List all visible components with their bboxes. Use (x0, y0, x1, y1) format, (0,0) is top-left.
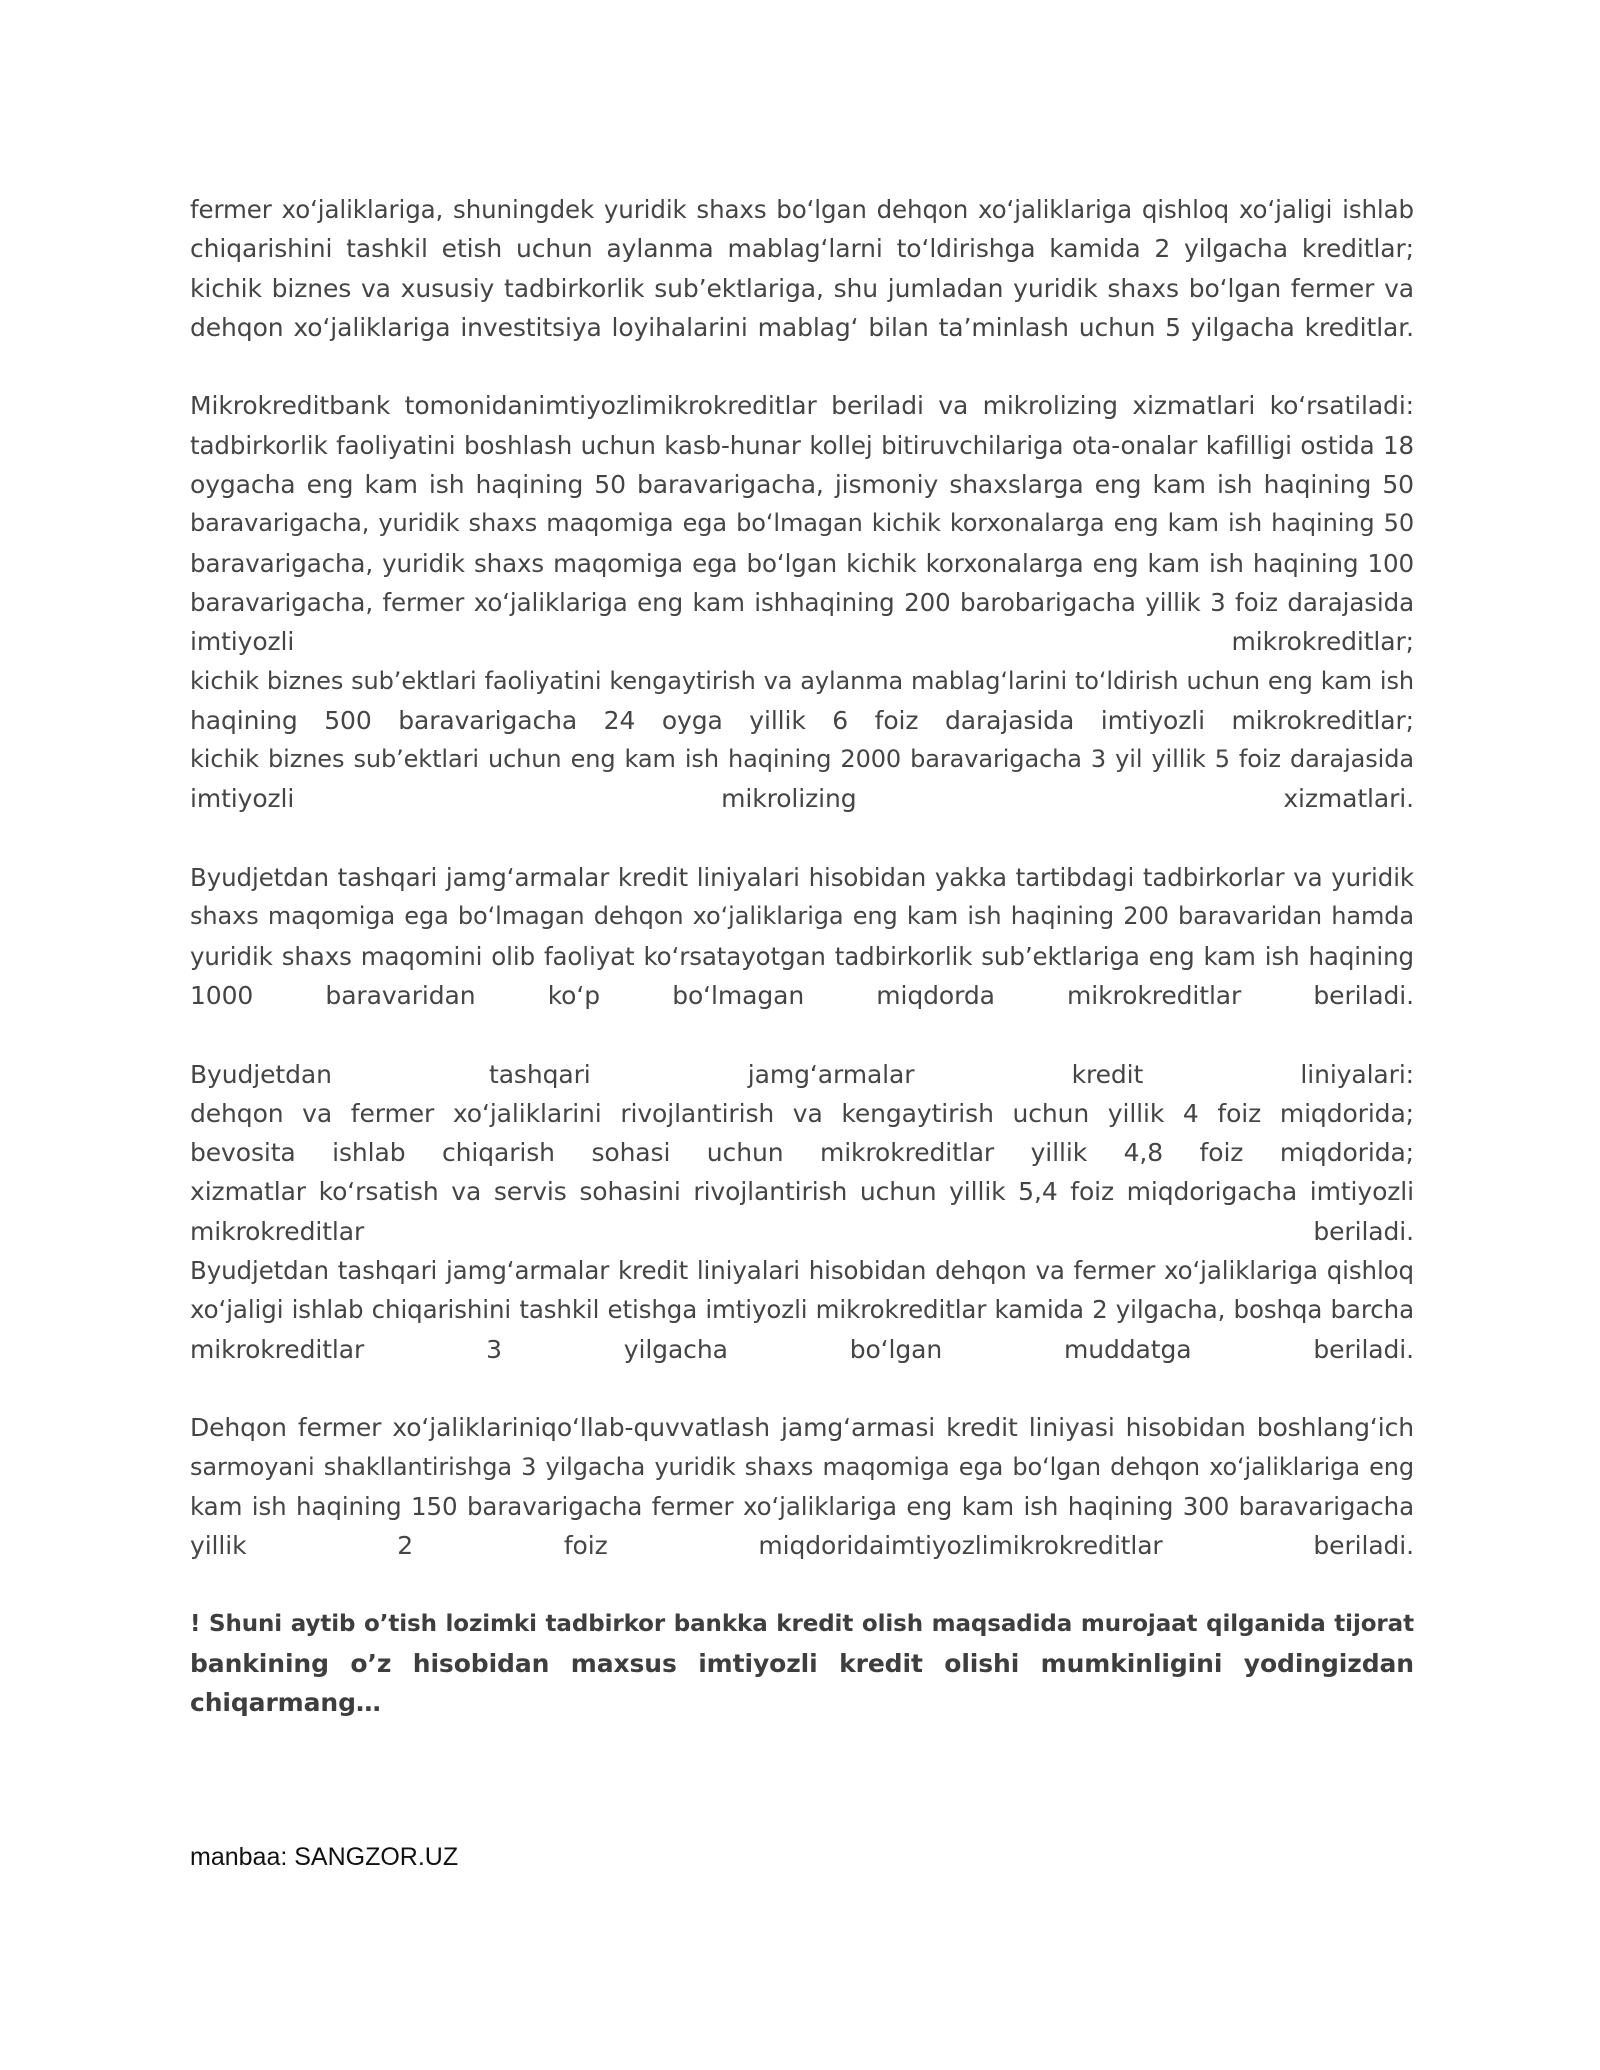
text-line: mikrokreditlar 3 yilgacha bo‘lgan muddatga beriladi. (190, 1334, 1414, 1364)
text-line: kichik biznes sub’ektlari uchun eng kam ish haqining 2000 baravarigacha 3 yil yillik 5 foiz darajasida (190, 745, 1414, 774)
text-line: Mikrokreditbank tomonidanimtiyozlimikrokreditlar beriladi va mikrolizing xizmatlari ko‘rsatiladi: (190, 391, 1414, 421)
text-line: xo‘jaligi ishlab chiqarishini tashkil etishga imtiyozli mikrokreditlar kamida 2 yilgacha, boshqa barcha (190, 1295, 1414, 1325)
text-line: kichik biznes va xususiy tadbirkorlik sub’ektlariga, shu jumladan yuridik shaxs bo‘lgan fermer va (190, 273, 1414, 303)
paragraph (190, 1055, 1414, 1369)
text-line: Byudjetdan tashqari jamg‘armalar kredit liniyalari: (190, 1059, 1414, 1089)
bold-note (190, 1605, 1414, 1723)
text-line: mikrokreditlar beriladi. (190, 1216, 1414, 1246)
text-line: kam ish haqining 150 baravarigacha fermer xo‘jaliklariga eng kam ish haqining 300 baravarigacha (190, 1491, 1414, 1521)
text-line: chiqarmang… (190, 1688, 381, 1718)
text-line: dehqon xo‘jaliklariga investitsiya loyihalarini mablag‘ bilan ta’minlash uchun 5 yilgacha kreditlar. (190, 312, 1414, 342)
text-line: baravarigacha, yuridik shaxs maqomiga ega bo‘lgan kichik korxonalarga eng kam ish haqining 100 (190, 548, 1414, 578)
text-line: baravarigacha, fermer xo‘jaliklariga eng kam ishhaqining 200 barobarigacha yillik 3 foiz darajasida (190, 587, 1414, 617)
paragraph (190, 190, 1414, 347)
text-line: sarmoyani shakllantirishga 3 yilgacha yuridik shaxs maqomiga ega bo‘lgan dehqon xo‘jaliklariga eng (190, 1452, 1414, 1481)
paragraph-gap (190, 1369, 1414, 1408)
text-line: dehqon va fermer xo‘jaliklarini rivojlantirish va kengaytirish uchun yillik 4 foiz miqdorida; (190, 1098, 1414, 1128)
text-line: baravarigacha, yuridik shaxs maqomiga ega bo‘lmagan kichik korxonalarga eng kam ish haqining 50 (190, 509, 1414, 538)
paragraph-gap (190, 1015, 1414, 1054)
text-line: fermer xo‘jaliklariga, shuningdek yuridik shaxs bo‘lgan dehqon xo‘jaliklariga qishloq xo‘jaligi ishlab (190, 195, 1414, 224)
paragraph (190, 386, 1414, 818)
paragraph-gap (190, 1565, 1414, 1604)
text-line: imtiyozli mikrokreditlar; (190, 627, 1414, 657)
text-line: yuridik shaxs maqomini olib faoliyat ko‘rsatayotgan tadbirkorlik sub’ektlariga eng kam ish haqining (190, 941, 1414, 971)
text-line: xizmatlar ko‘rsatish va servis sohasini rivojlantirish uchun yillik 5,4 foiz miqdorigacha imtiyozli (190, 1177, 1414, 1207)
text-line: kichik biznes sub’ektlari faoliyatini kengaytirish va aylanma mablag‘larini to‘ldirish uchun eng kam ish (190, 666, 1414, 695)
text-line: tadbirkorlik faoliyatini boshlash uchun kasb-hunar kollej bitiruvchilariga ota-onalar kafilligi ostida 18 (190, 430, 1414, 460)
text-line: haqining 500 baravarigacha 24 oyga yillik 6 foiz darajasida imtiyozli mikrokreditlar; (190, 705, 1414, 735)
text-line: shaxs maqomiga ega bo‘lmagan dehqon xo‘jaliklariga eng kam ish haqining 200 baravaridan hamda (190, 902, 1414, 931)
source-credit: manbaa: SANGZOR.UZ (190, 1843, 459, 1871)
document-body (190, 190, 1414, 1723)
text-line: bankining o’z hisobidan maxsus imtiyozli kredit olishi mumkinligini yodingizdan (190, 1648, 1414, 1678)
text-line: oygacha eng kam ish haqining 50 baravarigacha, jismoniy shaxslarga eng kam ish haqining 50 (190, 470, 1414, 500)
text-line: bevosita ishlab chiqarish sohasi uchun mikrokreditlar yillik 4,8 foiz miqdorida; (190, 1138, 1414, 1168)
text-line: Dehqon fermer xo‘jaliklariniqo‘llab-quvvatlash jamg‘armasi kredit liniyasi hisobidan boshlang‘ich (190, 1413, 1414, 1443)
paragraph (190, 858, 1414, 1015)
text-line: Byudjetdan tashqari jamg‘armalar kredit liniyalari hisobidan dehqon va fermer xo‘jaliklariga qishloq (190, 1256, 1414, 1286)
paragraph (190, 1408, 1414, 1565)
text-line: yillik 2 foiz miqdoridaimtiyozlimikrokreditlar beriladi. (190, 1531, 1414, 1561)
text-line: chiqarishini tashkil etish uchun aylanma mablag‘larni to‘ldirishga kamida 2 yilgacha kreditlar; (190, 234, 1414, 264)
text-line: 1000 baravaridan ko‘p bo‘lmagan miqdorda mikrokreditlar beriladi. (190, 980, 1414, 1010)
paragraph-gap (190, 347, 1414, 386)
text-line: ! Shuni aytib o’tish lozimki tadbirkor bankka kredit olish maqsadida murojaat qilganida tijorat (190, 1610, 1414, 1637)
paragraph-gap (190, 819, 1414, 858)
text-line: imtiyozli mikrolizing xizmatlari. (190, 784, 1414, 814)
text-line: Byudjetdan tashqari jamg‘armalar kredit liniyalari hisobidan yakka tartibdagi tadbirkorlar va yuridik (190, 863, 1414, 893)
